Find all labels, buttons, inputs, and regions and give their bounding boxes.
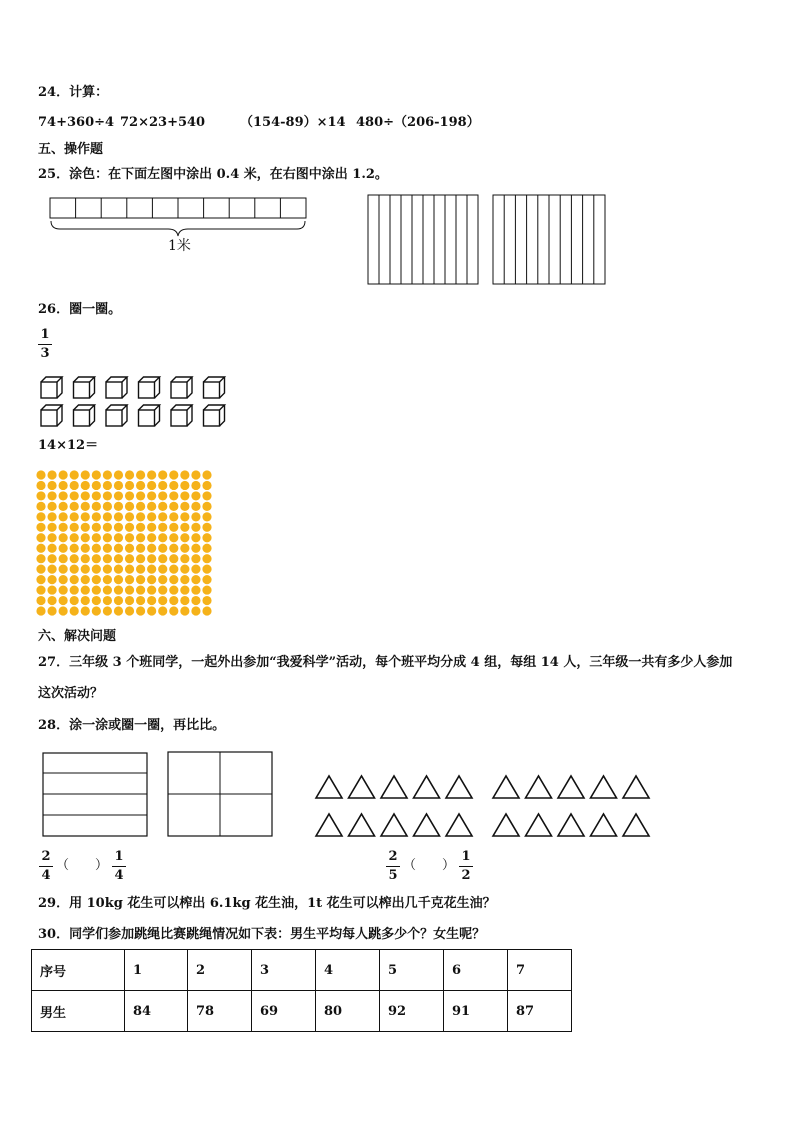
section-six-heading: 六、解决问题 — [38, 629, 117, 644]
q28-left-frac-b: 1 4 — [112, 850, 126, 883]
q27-line2: 这次活动？ — [38, 686, 104, 701]
triangle-icon — [623, 814, 649, 836]
table-cell: 男生 — [32, 991, 125, 1032]
q24-expr-1: 74+360÷4 — [38, 115, 115, 130]
meter-label: 1米 — [168, 238, 191, 254]
triangle-icon — [493, 814, 519, 836]
table-cell: 92 — [380, 991, 444, 1032]
q24-expr-2: 72×23+540 — [120, 115, 206, 130]
q24-expr-4: 480÷（206-198） — [356, 115, 480, 130]
triangle-icon — [558, 776, 584, 798]
q26-title: 26．圈一圈。 — [38, 302, 122, 317]
triangle-icon — [591, 776, 617, 798]
table-cell: 6 — [444, 950, 508, 991]
rect-quarters-grid — [168, 752, 272, 836]
q28-title: 28．涂一涂或圈一圈，再比比。 — [38, 718, 226, 733]
triangle-groups — [316, 776, 649, 836]
q28-right-frac-b: 1 2 — [459, 850, 473, 883]
table-row-header — [32, 950, 572, 991]
table-cell: 序号 — [32, 950, 125, 991]
table-cell: 87 — [508, 991, 572, 1032]
fraction-denominator: 3 — [40, 346, 50, 361]
q28-right-frac-a: 2 5 — [386, 850, 400, 883]
q28-left-frac-a: 2 4 — [39, 850, 53, 883]
table-cell: 78 — [188, 991, 252, 1032]
table-cell: 4 — [316, 950, 380, 991]
q28-right-blank[interactable]: （ ） — [403, 858, 456, 873]
table-row-boys — [32, 991, 572, 1032]
triangle-icon — [316, 776, 342, 798]
table-cell: 91 — [444, 991, 508, 1032]
table-cell: 3 — [252, 950, 316, 991]
table-cell: 84 — [125, 991, 188, 1032]
table-cell: 2 — [188, 950, 252, 991]
q28-left-blank[interactable]: （ ） — [56, 858, 109, 873]
triangle-icon — [558, 814, 584, 836]
table-cell: 7 — [508, 950, 572, 991]
q24-expr-3: （154-89）×14 — [240, 115, 346, 130]
section-five-heading: 五、操作题 — [38, 142, 104, 157]
table-cell: 69 — [252, 991, 316, 1032]
triangle-icon — [349, 776, 375, 798]
q24-title: 24．计算： — [38, 85, 109, 100]
triangle-icon — [414, 814, 440, 836]
q29-title: 29．用 10kg 花生可以榨出 6.1kg 花生油，1t 花生可以榨出几千克花生油？ — [38, 896, 496, 911]
q30-title: 30．同学们参加跳绳比赛跳绳情况如下表：男生平均每人跳多少个？女生呢？ — [38, 927, 486, 942]
fraction-numerator: 1 — [40, 327, 50, 342]
q27-line1: 27．三年级 3 个班同学，一起外出参加“我爱科学”活动，每个班平均分成 4 组，每组 14 人，三年级一共有多少人参加 — [38, 655, 733, 670]
triangle-icon — [446, 814, 472, 836]
table-cell: 80 — [316, 991, 380, 1032]
q26-expr: 14×12＝ — [38, 438, 99, 453]
triangle-icon — [493, 776, 519, 798]
triangle-icon — [446, 776, 472, 798]
triangle-icon — [381, 776, 407, 798]
table-cell: 5 — [380, 950, 444, 991]
triangle-icon — [414, 776, 440, 798]
q25-title: 25．涂色：在下面左图中涂出 0.4 米，在右图中涂出 1.2。 — [38, 167, 388, 182]
triangle-icon — [623, 776, 649, 798]
triangle-icon — [381, 814, 407, 836]
table-cell: 1 — [125, 950, 188, 991]
jump-rope-table — [31, 949, 572, 1032]
triangle-icon — [526, 814, 552, 836]
triangle-icon — [316, 814, 342, 836]
rect-quarters-horizontal — [43, 753, 147, 836]
triangle-icon — [591, 814, 617, 836]
triangle-icon — [349, 814, 375, 836]
triangle-icon — [526, 776, 552, 798]
